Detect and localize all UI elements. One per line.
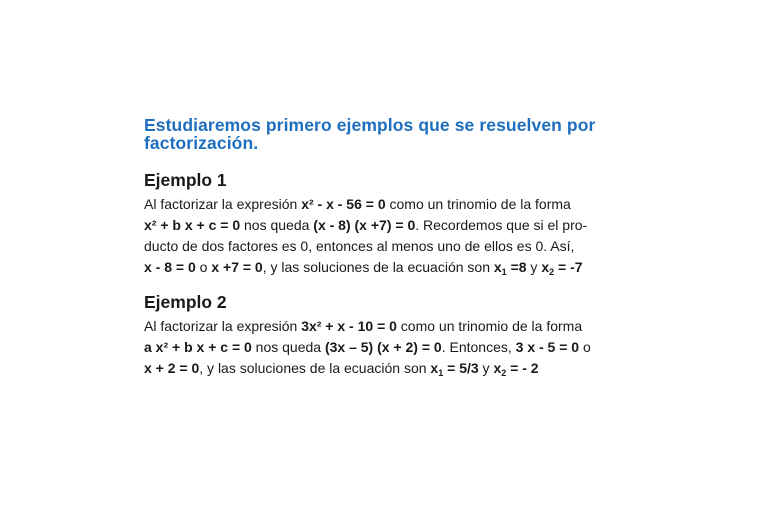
text: , y las soluciones de la ecuación son — [199, 360, 431, 376]
var: x — [541, 259, 550, 275]
factored-form: (3x – 5) (x + 2) = 0 — [324, 339, 442, 355]
text: Al factorizar la expresión — [144, 318, 302, 334]
example-1-title: Ejemplo 1 — [144, 170, 227, 190]
example-2-body — [144, 316, 644, 379]
general-form: x² + b x + c = 0 — [144, 217, 241, 233]
var: x — [493, 259, 502, 275]
text: como un trinomio de la forma — [385, 196, 571, 212]
var: x — [493, 360, 502, 376]
value: = -7 — [554, 259, 583, 275]
factored-form: (x - 8) (x +7) = 0 — [313, 217, 416, 233]
intro-line-2: factorización. — [144, 133, 259, 153]
var: x — [430, 360, 439, 376]
example-1-line-2 — [144, 215, 644, 236]
text: . Recordemos que si el pro- — [415, 217, 588, 233]
example-2-line-1 — [144, 316, 644, 337]
text: y — [478, 360, 494, 376]
text: . Entonces, — [441, 339, 516, 355]
value: = 5/3 — [443, 360, 479, 376]
text: nos queda — [251, 339, 325, 355]
example-1-section — [144, 170, 644, 278]
text: y — [526, 259, 542, 275]
subscript: 1 — [438, 368, 444, 378]
solution-1 — [430, 360, 478, 376]
example-1-line-3: ducto de dos factores es 0, entonces al menos uno de ellos es 0. Así, — [144, 238, 575, 254]
solution-2 — [493, 360, 538, 376]
example-1-line-1 — [144, 194, 644, 215]
text: , y las soluciones de la ecuación son — [262, 259, 494, 275]
factor-equation: x + 2 = 0 — [144, 360, 200, 376]
example-2-line-2 — [144, 337, 644, 358]
value: =8 — [506, 259, 527, 275]
expression: x² - x - 56 = 0 — [301, 196, 386, 212]
expression: 3x² + x - 10 = 0 — [301, 318, 397, 334]
value: = - 2 — [506, 360, 539, 376]
text: o — [195, 259, 212, 275]
text: Al factorizar la expresión — [144, 196, 302, 212]
text: como un trinomio de la forma — [396, 318, 583, 334]
intro-line-1: Estudiaremos primero ejemplos que se resuelven por — [144, 115, 596, 135]
intro-heading — [144, 116, 644, 152]
factor-equation: x +7 = 0 — [211, 259, 263, 275]
example-1-line-4 — [144, 257, 644, 278]
general-form: a x² + b x + c = 0 — [144, 339, 252, 355]
text: nos queda — [240, 217, 314, 233]
solution-1 — [494, 259, 527, 275]
example-1-body — [144, 194, 644, 278]
subscript: 1 — [501, 267, 507, 277]
factor-equation: x - 8 = 0 — [144, 259, 196, 275]
example-2-line-3 — [144, 358, 644, 379]
text: o — [579, 339, 591, 355]
factor-equation: 3 x - 5 = 0 — [515, 339, 580, 355]
document-page — [144, 116, 644, 393]
subscript: 2 — [501, 368, 507, 378]
subscript: 2 — [549, 267, 555, 277]
solution-2 — [541, 259, 582, 275]
example-2-title: Ejemplo 2 — [144, 292, 227, 312]
example-2-section — [144, 292, 644, 379]
